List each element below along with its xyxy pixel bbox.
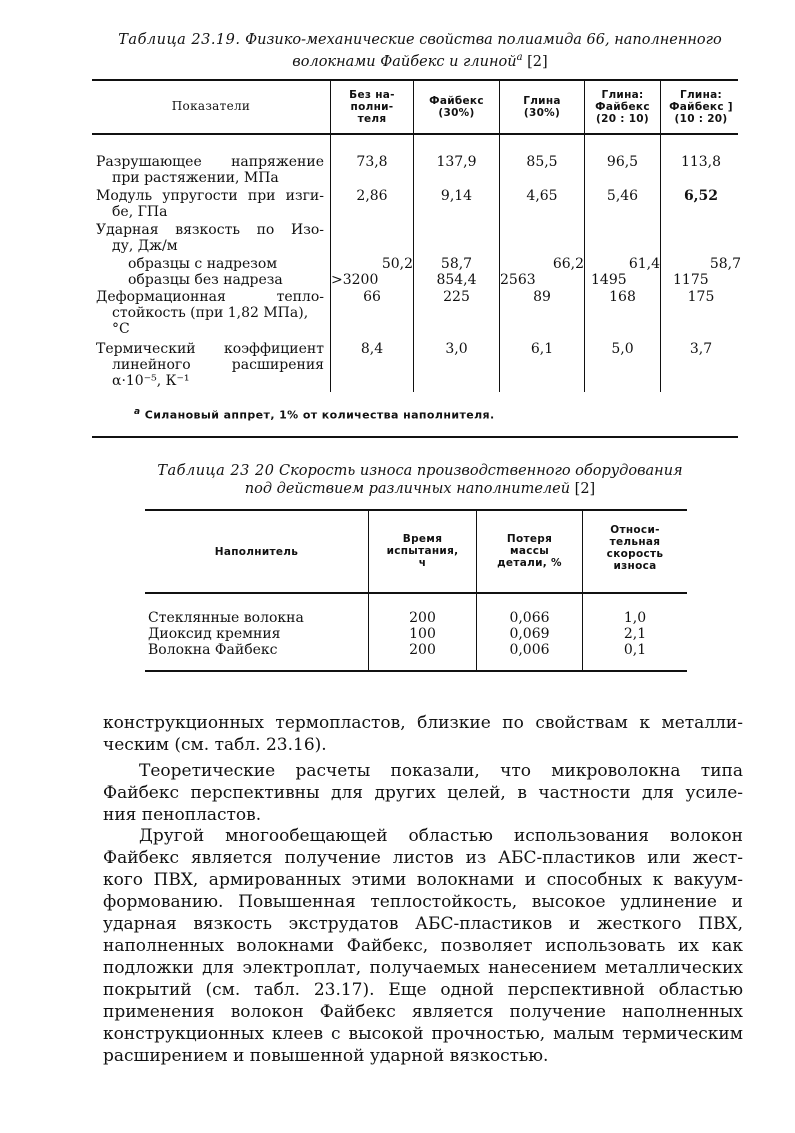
table2-header-col0: Наполнитель: [214, 546, 299, 558]
table1-row6-col1: 8,4: [360, 341, 384, 357]
table1-row1-col2: 9,14: [440, 188, 473, 204]
table1-row1-col1: 2,86: [356, 188, 388, 204]
table2-row1-time: 100: [409, 626, 436, 642]
table1-row0-col1: 73,8: [356, 154, 388, 170]
table1-footnote: [134, 407, 495, 422]
table1-footnote-text: Силановый аппрет, 1% от количества наполнителя.: [144, 408, 495, 422]
table2-header-rule: [145, 592, 687, 594]
text-line: Разрушающее напряжение: [96, 154, 324, 170]
table1-row6-col3: 6,1: [530, 341, 554, 357]
table2-row1-name: Диоксид кремния: [148, 626, 281, 642]
table1-row4-col5: 1175: [673, 272, 709, 288]
table1-row2-label: [96, 222, 324, 254]
table1-header-col1: Без на- полни- теля: [349, 89, 395, 125]
text-line: Другой многообещающей областью использования волокон: [139, 826, 743, 846]
table1-row3-col3: 66,2: [552, 256, 584, 272]
table1-header-param: Показатели: [171, 99, 251, 113]
table1-row1-col3: 4,65: [526, 188, 558, 204]
table2-caption-label: Таблица 23 20: [157, 463, 275, 479]
table1-row4-label: [128, 272, 324, 288]
table1-row0-label: [96, 154, 324, 186]
table1-caption-text-2: волокнами Файбекс и глиной: [292, 53, 517, 70]
text-line: Деформационная тепло-: [96, 289, 324, 305]
text-line: расширением и повышенной ударной вязкостью.: [103, 1046, 549, 1066]
table1-top-rule: [92, 79, 738, 81]
table1-row3-col4: 61,4: [628, 256, 660, 272]
text-line: при растяжении, МПа: [112, 170, 279, 186]
table1-row5-col5: 175: [687, 289, 715, 305]
text-line: °С: [112, 321, 130, 337]
text-line: кого ПВХ, армированных этими волокнами и способных к вакуум-: [103, 870, 743, 890]
table1-row5-col2: 225: [443, 289, 470, 305]
table1-row3-col2: 58,7: [440, 256, 473, 272]
table1-row6-col4: 5,0: [611, 341, 634, 357]
table1-row4-col4: 1495: [591, 272, 627, 288]
table1-header-col5: Глина: Файбекс ] (10 : 20): [669, 89, 733, 125]
table2-row2-loss: 0,006: [509, 642, 550, 658]
table1-row3-col5: 58,7: [709, 256, 741, 272]
table1-row5-col1: 66: [363, 289, 381, 305]
text-line: конструкционных термопластов, близкие по свойствам к металли-: [103, 713, 743, 733]
table1-row3-col1: 50,2: [381, 256, 413, 272]
table1-header-col2: Файбекс (30%): [429, 95, 484, 119]
table1-caption-text-1: Физико-механические свойства полиамида 66, наполненного: [245, 32, 722, 48]
text-line: Теоретические расчеты показали, что микроволокна типа: [139, 761, 743, 781]
text-line: бе, ГПа: [112, 204, 168, 220]
text-line: образцы с надрезом: [128, 256, 278, 272]
text-line: формованию. Повышенная теплостойкость, высокое удлинение и: [103, 892, 743, 912]
table2-row2-name: Волокна Файбекс: [148, 642, 278, 658]
text-line: ческим (см. табл. 23.16).: [103, 735, 327, 755]
text-line: применения волокон Файбекс является получение наполненных: [103, 1002, 743, 1022]
text-line: α·10⁻⁵, К⁻¹: [112, 373, 190, 389]
table2-row1-loss: 0,069: [509, 626, 550, 642]
table1-row6-col5: 3,7: [689, 341, 713, 357]
table1-row0-col5: 113,8: [680, 154, 722, 170]
text-line: Файбекс является получение листов из АБС-пластиков или жест-: [103, 848, 743, 868]
table1-header-col3: Глина (30%): [523, 95, 561, 119]
table2-row1-rate: 2,1: [623, 626, 647, 642]
table2-caption-text-1: Скорость износа производственного оборудования: [279, 463, 683, 479]
table2-bottom-rule: [145, 670, 687, 672]
text-line: подложки для электроплат, получаемых нанесением металлических: [103, 958, 743, 978]
text-line: Ударная вязкость по Изо-: [96, 222, 324, 238]
table2-row0-name: Стеклянные волокна: [148, 610, 304, 626]
table1-row4-col1: >3200: [331, 272, 379, 288]
table1-row5-col3: 89: [533, 289, 551, 305]
table1-row5-label: [96, 289, 324, 337]
text-line: стойкость (при 1,82 МПа),: [112, 305, 309, 321]
table1-row1-label: [96, 188, 324, 220]
table1-row1-col5: 6,52: [683, 188, 719, 204]
text-line: наполненных волокнами Файбекс, позволяет использовать их как: [103, 936, 743, 956]
text-line: Модуль упругости при изги-: [96, 188, 324, 204]
table1-row6-label: [96, 341, 324, 389]
table2-top-rule: [145, 509, 687, 511]
table2-row0-time: 200: [409, 610, 436, 626]
table2-header-col1: Время испытания, ч: [386, 533, 459, 569]
table1-caption-sup: а: [516, 52, 523, 63]
table1-caption-label: Таблица 23.19.: [118, 32, 241, 48]
text-line: Термический коэффициент: [96, 341, 324, 357]
table1-caption: [100, 31, 740, 71]
text-line: ния пенопластов.: [103, 805, 262, 825]
table1-row3-label: [128, 256, 324, 272]
table1-bottom-rule: [92, 436, 738, 438]
table2-caption-text-2: под действием различных наполнителей: [244, 481, 571, 497]
table2-caption-ref: [2]: [574, 481, 596, 497]
table1-header-col4: Глина: Файбекс (20 : 10): [595, 89, 650, 125]
table1-caption-ref: [2]: [527, 53, 548, 70]
table2-row0-loss: 0,066: [509, 610, 550, 626]
table1-footnote-sup: а: [134, 407, 141, 417]
text-line: линейного расширения: [112, 357, 324, 373]
table1-row0-col2: 137,9: [436, 154, 477, 170]
text-line: покрытий (см. табл. 23.17). Еще одной перспективной областью: [103, 980, 743, 1000]
text-line: ударная вязкость экструдатов АБС-пластиков и жесткого ПВХ,: [103, 914, 743, 934]
table1-row5-col4: 168: [609, 289, 636, 305]
table1-header-rule: [92, 133, 738, 135]
text-line: образцы без надреза: [128, 272, 283, 288]
body-paragraph-2: [103, 760, 743, 826]
body-paragraph-3: [103, 825, 743, 1067]
table2-caption: [130, 462, 710, 498]
text-line: ду, Дж/м: [112, 238, 178, 254]
table2-row0-rate: 1,0: [623, 610, 647, 626]
table1-row0-col4: 96,5: [606, 154, 639, 170]
table2-header-col2: Потеря массы детали, %: [497, 533, 562, 569]
body-paragraph-1: [103, 712, 743, 756]
table1-row4-col3: 2563: [500, 272, 536, 288]
table2-header-col3: Относи- тельная скорость износа: [606, 524, 664, 572]
table2-row2-time: 200: [409, 642, 436, 658]
text-line: Файбекс перспективны для других целей, в частности для усиле-: [103, 783, 743, 803]
text-line: конструкционных клеев с высокой прочностью, малым термическим: [103, 1024, 743, 1044]
table2-row2-rate: 0,1: [623, 642, 647, 658]
table1-row6-col2: 3,0: [445, 341, 468, 357]
table1-row0-col3: 85,5: [526, 154, 558, 170]
table1-row1-col4: 5,46: [606, 188, 639, 204]
table1-row4-col2: 854,4: [436, 272, 477, 288]
